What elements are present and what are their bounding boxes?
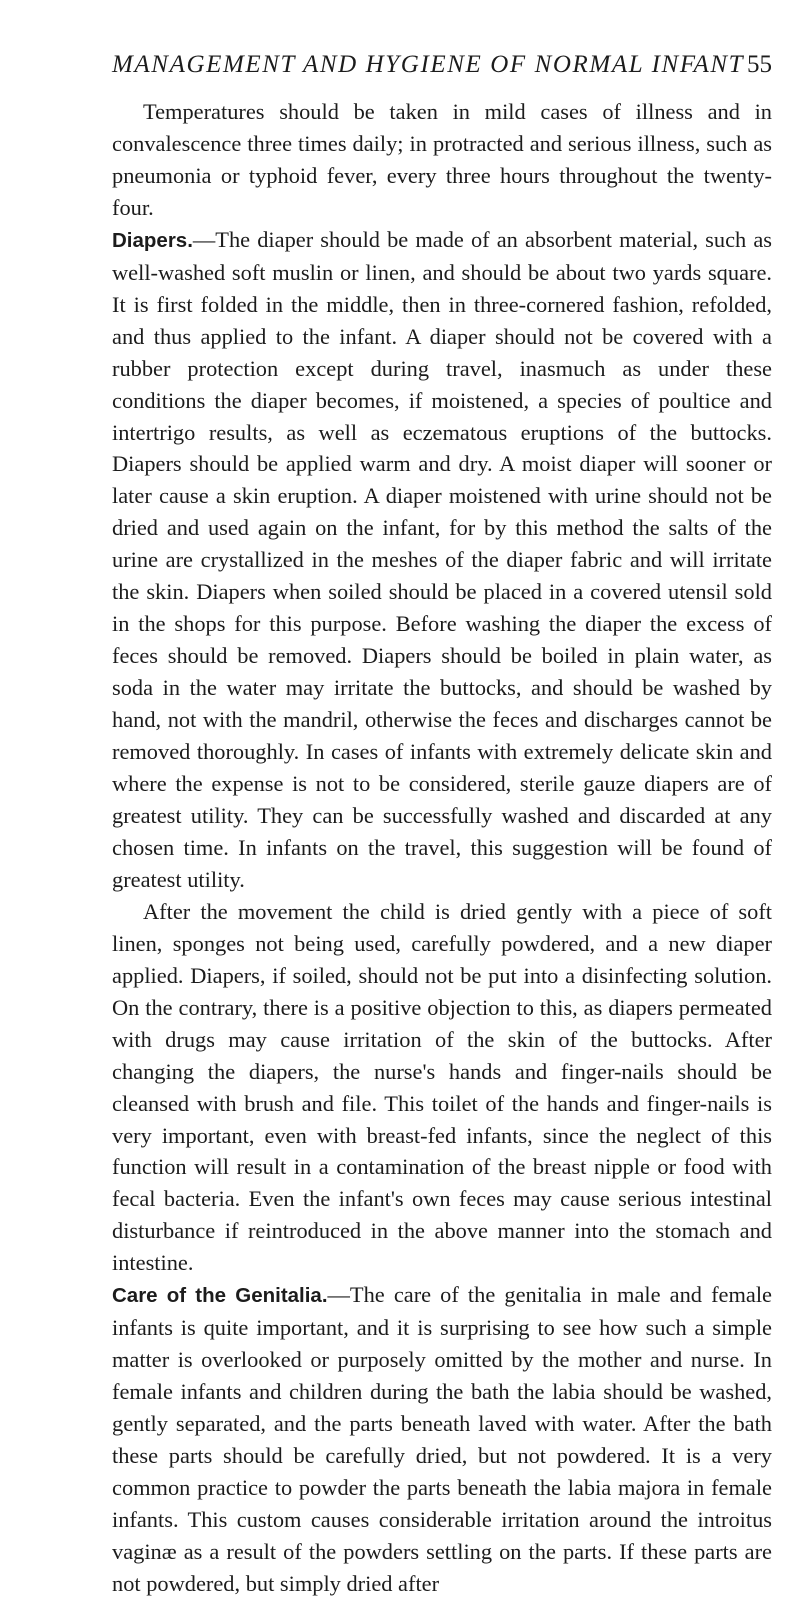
page-number: 55 [747, 51, 772, 78]
paragraph-temperatures [112, 96, 772, 224]
paragraph-text: —The diaper should be made of an absorbent material, such as well-washed soft muslin or linen, and should be about two yards square. It is first folded in the middle, then in three-cornered fashion, refolded, and thus applied to the infant. A diaper should not be covered with a rubber protection except during travel, inasmuch as under these conditions the diaper becomes, if moistened, a species of poultice and intertrigo results, as well as eczematous eruptions of the buttocks. Diapers should be applied warm and dry. A moist diaper will sooner or later cause a skin eruption. A diaper moistened with urine should not be dried and used again on the infant, for by this method the salts of the urine are crystallized in the meshes of the diaper fabric and will irritate the skin. Diapers when soiled should be placed in a covered utensil sold in the shops for this purpose. Before washing the diaper the excess of feces should be removed. Diapers should be boiled in plain water, as soda in the water may irritate the buttocks, and should be washed by hand, not with the mandril, otherwise the feces and discharges cannot be removed thoroughly. In cases of infants with extremely delicate skin and where the expense is not to be considered, sterile gauze diapers are of greatest utility. They can be successfully washed and discarded at any chosen time. In infants on the travel, this suggestion will be found of greatest utility. [112, 226, 772, 892]
paragraph-text: Temperatures should be taken in mild cases of illness and in convalescence three times daily; in protracted and serious illness, such as pneumonia or typhoid fever, every three hours throughout the twenty-four. [112, 99, 772, 220]
section-heading-diapers: Diapers. [112, 228, 193, 252]
paragraph-text: After the movement the child is dried gently with a piece of soft linen, sponges not being used, carefully powdered, and a new diaper applied. Diapers, if soiled, should not be put into a disinfecting solution. On the contrary, there is a positive objection to this, as diapers permeated with drugs may cause irritation of the skin of the buttocks. After changing the diapers, the nurse's hands and finger-nails should be cleansed with brush and file. This toilet of the hands and finger-nails is very important, even with breast-fed infants, since the neglect of this function will result in a contamination of the breast nipple or food with fecal bacteria. Even the infant's own feces may cause serious intestinal disturbance if reintroduced in the above manner into the stomach and intestine. [112, 898, 772, 1276]
running-head [112, 48, 772, 82]
running-title: MANAGEMENT AND HYGIENE OF NORMAL INFANT [112, 51, 745, 78]
paragraph-diapers [112, 224, 772, 896]
paragraph-text: —The care of the genitalia in male and female infants is quite important, and it is surprising to see how such a simple matter is overlooked or purposely omitted by the mother and nurse. In female infants and children during the bath the labia should be washed, gently separated, and the parts beneath laved with water. After the bath these parts should be carefully dried, but not powdered. It is a very common practice to powder the parts beneath the labia majora in female infants. This custom causes considerable irritation around the introitus vaginæ as a result of the powders settling on the parts. If these parts are not powdered, but simply dried after [112, 1282, 772, 1596]
body-text [112, 96, 772, 1600]
paragraph-genitalia [112, 1279, 772, 1600]
paragraph-after-movement [112, 896, 772, 1279]
section-heading-genitalia: Care of the Genitalia. [112, 1284, 328, 1308]
